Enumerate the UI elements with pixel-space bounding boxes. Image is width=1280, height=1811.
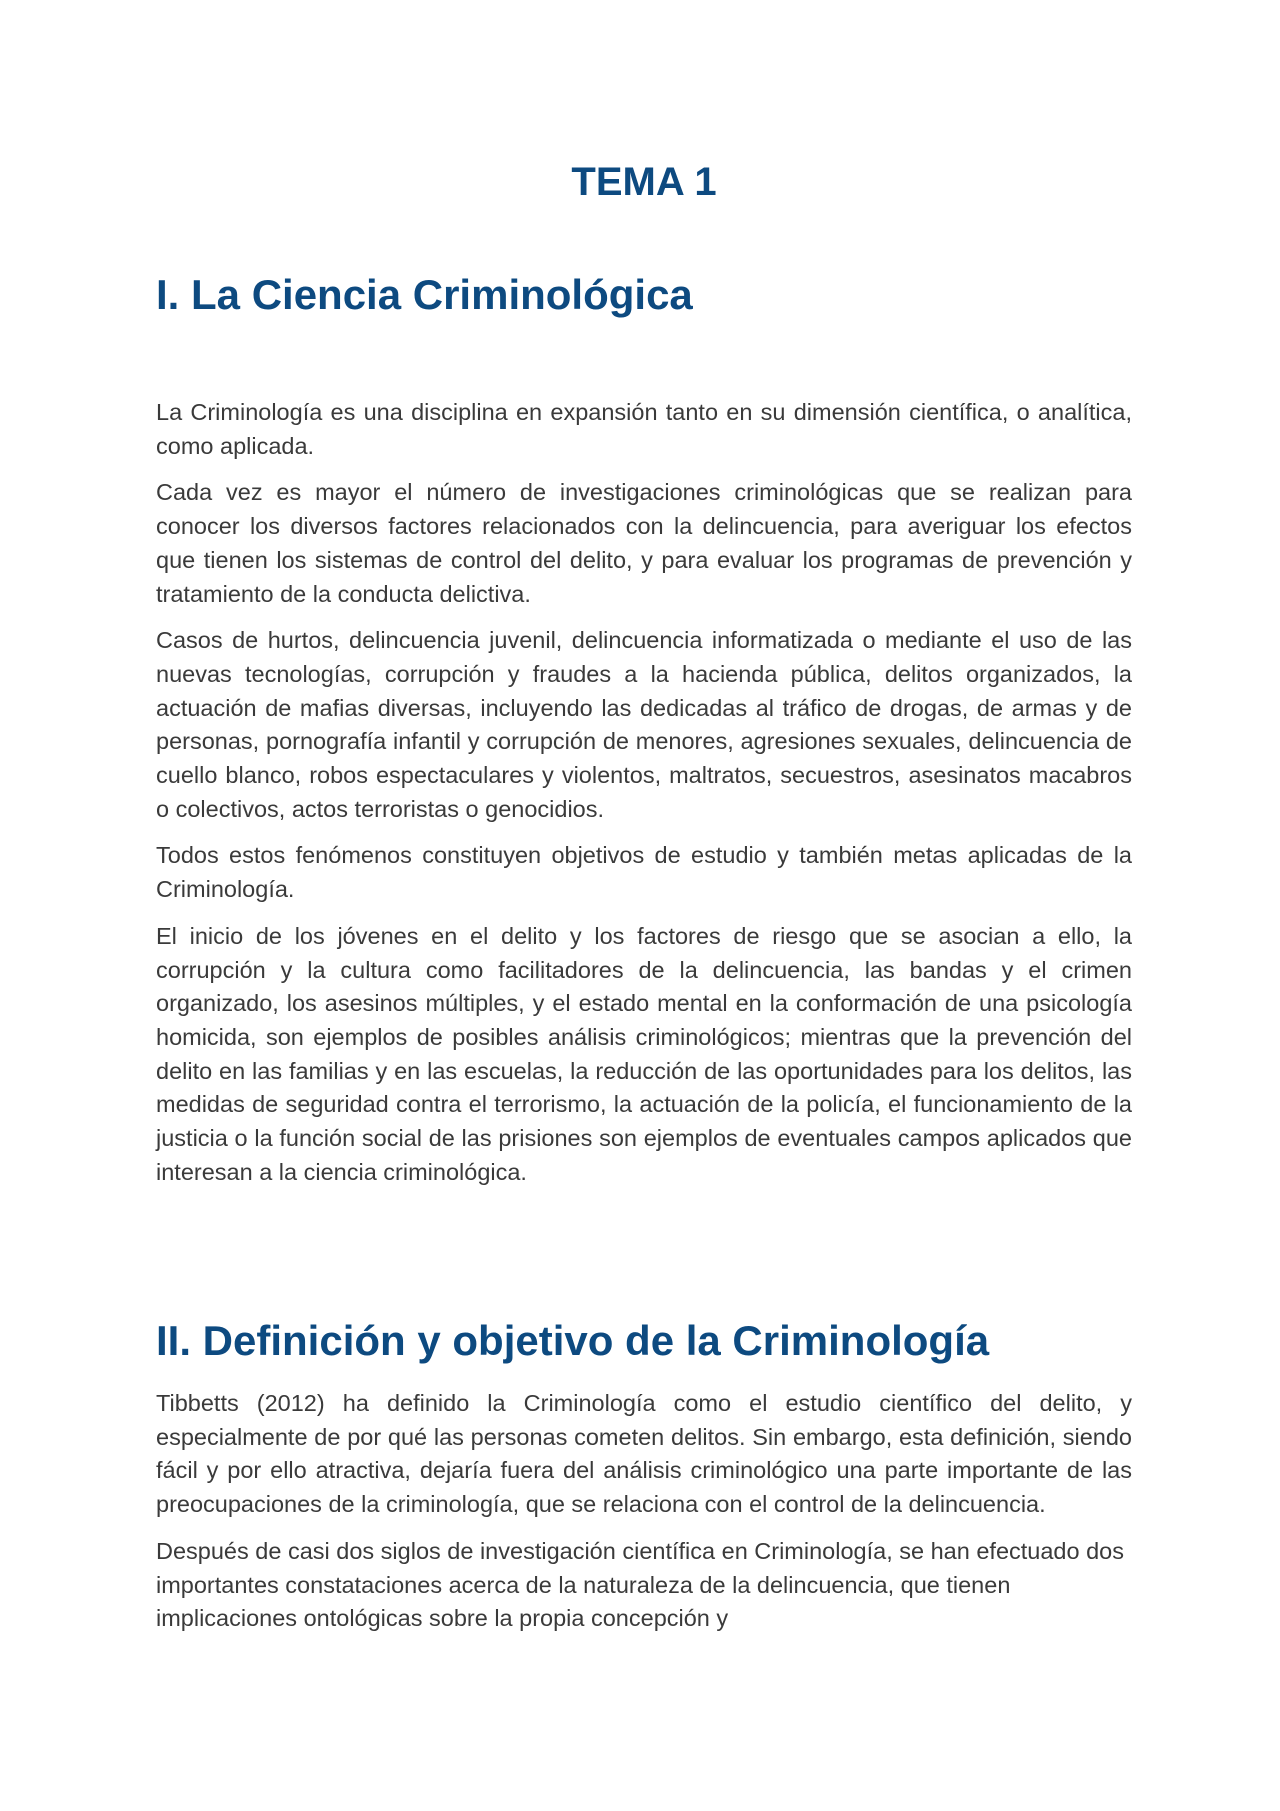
- section-heading-definicion-objetivo: II. Definición y objetivo de la Criminología: [156, 1317, 990, 1364]
- document-title: TEMA 1: [571, 160, 717, 204]
- paragraph: Cada vez es mayor el número de investigaciones criminológicas que se realizan para conocer los diversos factores relacionados con la delincuencia, para averiguar los efectos que tienen los sistemas de control del delito, y para evaluar los programas de prevención y tratamiento de la conducta delictiva.: [156, 479, 1132, 607]
- paragraph: La Criminología es una disciplina en expansión tanto en su dimensión científica, o analítica, como aplicada.: [156, 399, 1132, 459]
- section-heading-ciencia-criminologica: I. La Ciencia Criminológica: [156, 271, 693, 318]
- section-body-ciencia-criminologica: [156, 396, 1132, 1189]
- paragraph: Todos estos fenómenos constituyen objetivos de estudio y también metas aplicadas de la Criminología.: [156, 842, 1132, 903]
- paragraph: Después de casi dos siglos de investigación científica en Criminología, se han efectuado dos importantes constataciones acerca de la naturaleza de la delincuencia, que tienen implicaciones ontológicas sobre la propia concepción y: [156, 1537, 1124, 1632]
- paragraph: Casos de hurtos, delincuencia juvenil, delincuencia informatizada o mediante el uso de las nuevas tecnologías, corrupción y fraudes a la hacienda pública, delitos organizados, la actuación de mafias diversas, incluyendo las dedicadas al tráfico de drogas, de armas y de personas, pornografía infantil y corrupción de menores, agresiones sexuales, delincuencia de cuello blanco, robos espectaculares y violentos, maltratos, secuestros, asesinatos macabros o colectivos, actos terroristas o genocidios.: [156, 627, 1132, 822]
- paragraph: Tibbetts (2012) ha definido la Criminología como el estudio científico del delito, y especialmente de por qué las personas cometen delitos. Sin embargo, esta definición, siendo fácil y por ello atractiva, dejaría fuera del análisis criminológico una parte importante de las preocupaciones de la criminología, que se relaciona con el control de la delincuencia.: [156, 1390, 1132, 1518]
- paragraph: El inicio de los jóvenes en el delito y los factores de riesgo que se asocian a ello, la corrupción y la cultura como facilitadores de la delincuencia, las bandas y el crimen organizado, los asesinos múltiples, y el estado mental en la conformación de una psicología homicida, son ejemplos de posibles análisis criminológicos; mientras que la prevención del delito en las familias y en las escuelas, la reducción de las oportunidades para los delitos, las medidas de seguridad contra el terrorismo, la actuación de la policía, el funcionamiento de la justicia o la función social de las prisiones son ejemplos de eventuales campos aplicados que interesan a la ciencia criminológica.: [156, 922, 1132, 1185]
- section-body-definicion-objetivo: [156, 1387, 1132, 1636]
